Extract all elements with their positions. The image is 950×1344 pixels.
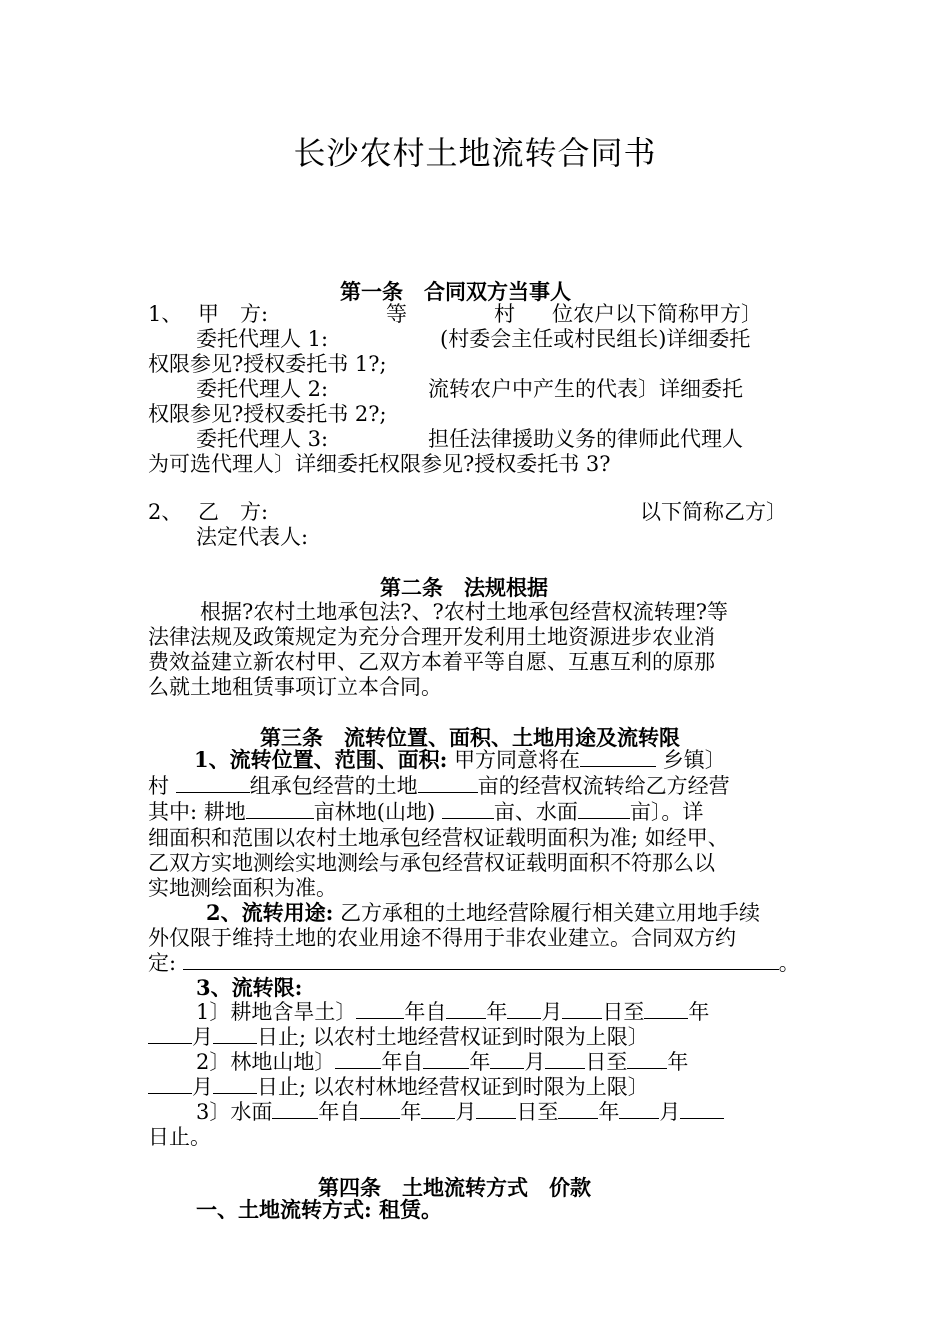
water-end: 亩〕。详 — [629, 800, 704, 824]
location-text-b: 乡镇〕 — [662, 748, 726, 772]
blank-forest — [442, 800, 494, 819]
blank-t2-start-day — [545, 1050, 585, 1069]
blank-total-area — [418, 774, 478, 793]
blank-t1-years — [356, 1000, 404, 1019]
term-2-end-year: 年 — [667, 1050, 689, 1074]
term-2-day-to: 日至 — [585, 1050, 628, 1074]
blank-t1-end-month — [148, 1025, 192, 1044]
document-title: 长沙农村土地流转合同书 — [293, 134, 657, 172]
agent-3-text: 担任法律援助义务的律师此代理人 — [428, 427, 743, 451]
usage-line-1 — [206, 901, 760, 925]
party-b-label: 乙 方: — [198, 500, 269, 524]
blank-t2-years — [335, 1050, 381, 1069]
blank-t2-end-year — [627, 1050, 667, 1069]
term-3-day-to: 日至 — [516, 1100, 559, 1124]
term-2-year-from: 年自 — [381, 1050, 424, 1074]
blank-t2-start-year — [423, 1050, 469, 1069]
usage-text: 乙方承租的土地经营除履行相关建立用地手续 — [340, 901, 761, 925]
term-2-end-month: 月 — [192, 1075, 213, 1099]
term-1-year-from: 年自 — [404, 1000, 447, 1024]
article-2-line-3: 费效益建立新农村甲、乙双方本着平等自愿、互惠互利的原那 — [148, 650, 715, 674]
water-label: 亩、水面 — [493, 800, 578, 824]
blank-t3-start-month — [421, 1100, 455, 1119]
term-2-year: 年 — [469, 1050, 491, 1074]
article-4-sub-1: 一、土地流转方式: 租赁。 — [196, 1197, 443, 1222]
article-4-heading: 第四条 土地流转方式 价款 — [318, 1176, 591, 1200]
term-3-line-1 — [196, 1100, 724, 1124]
agent-2-continuation: 权限参见?授权委托书 2?; — [148, 402, 387, 426]
term-3-year-from: 年自 — [318, 1100, 361, 1124]
blank-t3-end-year — [558, 1100, 598, 1119]
usage-label: 2、流转用途: — [206, 900, 334, 925]
term-2-line-2 — [148, 1075, 649, 1099]
article-2-heading: 第二条 法规根据 — [380, 576, 548, 600]
term-1-line-2 — [148, 1025, 649, 1049]
term-label: 3、流转限: — [196, 975, 303, 1000]
term-2-month: 月 — [524, 1050, 546, 1074]
term-1-month: 月 — [541, 1000, 563, 1024]
blank-water — [578, 800, 630, 819]
location-line-4: 细面积和范围以农村土地承包经营权证载明面积为准; 如经甲、 — [148, 826, 729, 850]
agent-3-label: 委托代理人 3: — [196, 427, 329, 451]
location-line-3 — [148, 800, 703, 824]
agent-1-label: 委托代理人 1: — [196, 327, 329, 351]
group-text: 组承包经营的土地 — [249, 774, 418, 798]
term-3-year: 年 — [400, 1100, 422, 1124]
term-3-label: 3〕水面 — [196, 1100, 273, 1124]
term-1-label: 1〕耕地含旱土〕 — [196, 1000, 357, 1024]
blank-agreement — [183, 951, 779, 970]
agent-2-label: 委托代理人 2: — [196, 377, 329, 401]
blank-t1-start-day — [562, 1000, 602, 1019]
blank-village — [176, 774, 250, 793]
party-b-rest: 以下简称乙方〕 — [640, 500, 787, 524]
arable-label: 其中: 耕地 — [148, 800, 246, 824]
article-2-line-1: 根据?农村土地承包法?、?农村土地承包经营权流转理?等 — [200, 600, 729, 624]
term-3-month: 月 — [455, 1100, 477, 1124]
transfer-text: 亩的经营权流转给乙方经营 — [477, 774, 730, 798]
legal-representative: 法定代表人: — [196, 525, 309, 549]
article-1-heading: 第一条 合同双方当事人 — [340, 280, 571, 304]
village-label: 村 — [148, 774, 169, 798]
location-line-6: 实地测绘面积为准。 — [148, 876, 337, 900]
location-label: 1、流转位置、范围、面积: — [194, 747, 448, 772]
blank-t1-end-year — [644, 1000, 688, 1019]
blank-t1-end-day — [213, 1025, 257, 1044]
term-1-line-1 — [196, 1000, 709, 1024]
term-3-end-year: 年 — [598, 1100, 620, 1124]
term-1-end: 日止; 以农村土地经营权证到时限为上限〕 — [257, 1025, 649, 1049]
party-a-deng: 等 — [386, 302, 407, 326]
term-1-end-month: 月 — [192, 1025, 213, 1049]
agreement-label: 定: — [148, 951, 177, 975]
term-3-line-2: 日止。 — [148, 1125, 211, 1149]
term-2-label: 2〕林地山地〕 — [196, 1050, 336, 1074]
term-1-year: 年 — [486, 1000, 508, 1024]
location-line-2 — [148, 774, 730, 798]
blank-t3-start-day — [476, 1100, 516, 1119]
term-3-end-month: 月 — [659, 1100, 681, 1124]
article-2-line-4: 么就土地租赁事项订立本合同。 — [148, 675, 442, 699]
term-2-end: 日止; 以农村林地经营权证到时限为上限〕 — [257, 1075, 649, 1099]
party-a-rest: 位农户以下简称甲方〕 — [552, 302, 762, 326]
blank-t1-start-month — [507, 1000, 541, 1019]
agent-1-text: (村委会主任或村民组长)详细委托 — [440, 327, 751, 351]
blank-arable — [246, 800, 314, 819]
blank-t3-end-month — [619, 1100, 659, 1119]
article-3-heading: 第三条 流转位置、面积、土地用途及流转限 — [260, 726, 680, 750]
party-b-number: 2、 — [148, 500, 183, 524]
agent-3-continuation: 为可选代理人〕详细委托权限参见?授权委托书 3? — [148, 452, 611, 476]
blank-t1-start-year — [446, 1000, 486, 1019]
location-text-a: 甲方同意将在 — [454, 748, 581, 772]
forest-label: 亩林地(山地) — [313, 800, 436, 824]
term-1-end-year: 年 — [688, 1000, 710, 1024]
party-a-cun: 村 — [494, 302, 515, 326]
article-2-line-2: 法律法规及政策规定为充分合理开发利用土地资源进步农业消 — [148, 625, 715, 649]
blank-t2-end-month — [148, 1075, 192, 1094]
term-2-line-1 — [196, 1050, 688, 1074]
usage-line-2: 外仅限于维持土地的农业用途不得用于非农业建立。合同双方约 — [148, 926, 736, 950]
blank-t2-start-month — [490, 1050, 524, 1069]
blank-t3-years — [272, 1100, 318, 1119]
agent-1-continuation: 权限参见?授权委托书 1?; — [148, 352, 387, 376]
party-a-number: 1、 — [148, 302, 183, 326]
blank-t2-end-day — [213, 1075, 257, 1094]
location-line-5: 乙双方实地测绘实地测绘与承包经营权证载明面积不符那么以 — [148, 851, 715, 875]
blank-t3-start-year — [360, 1100, 400, 1119]
location-line-1 — [194, 748, 726, 772]
party-a-label: 甲 方: — [198, 302, 269, 326]
term-1-day-to: 日至 — [602, 1000, 645, 1024]
usage-line-3 — [148, 951, 800, 975]
agent-2-text: 流转农户中产生的代表〕详细委托 — [428, 377, 743, 401]
agreement-end: 。 — [778, 951, 800, 975]
blank-t3-end-day — [680, 1100, 724, 1119]
blank-township — [580, 748, 656, 767]
